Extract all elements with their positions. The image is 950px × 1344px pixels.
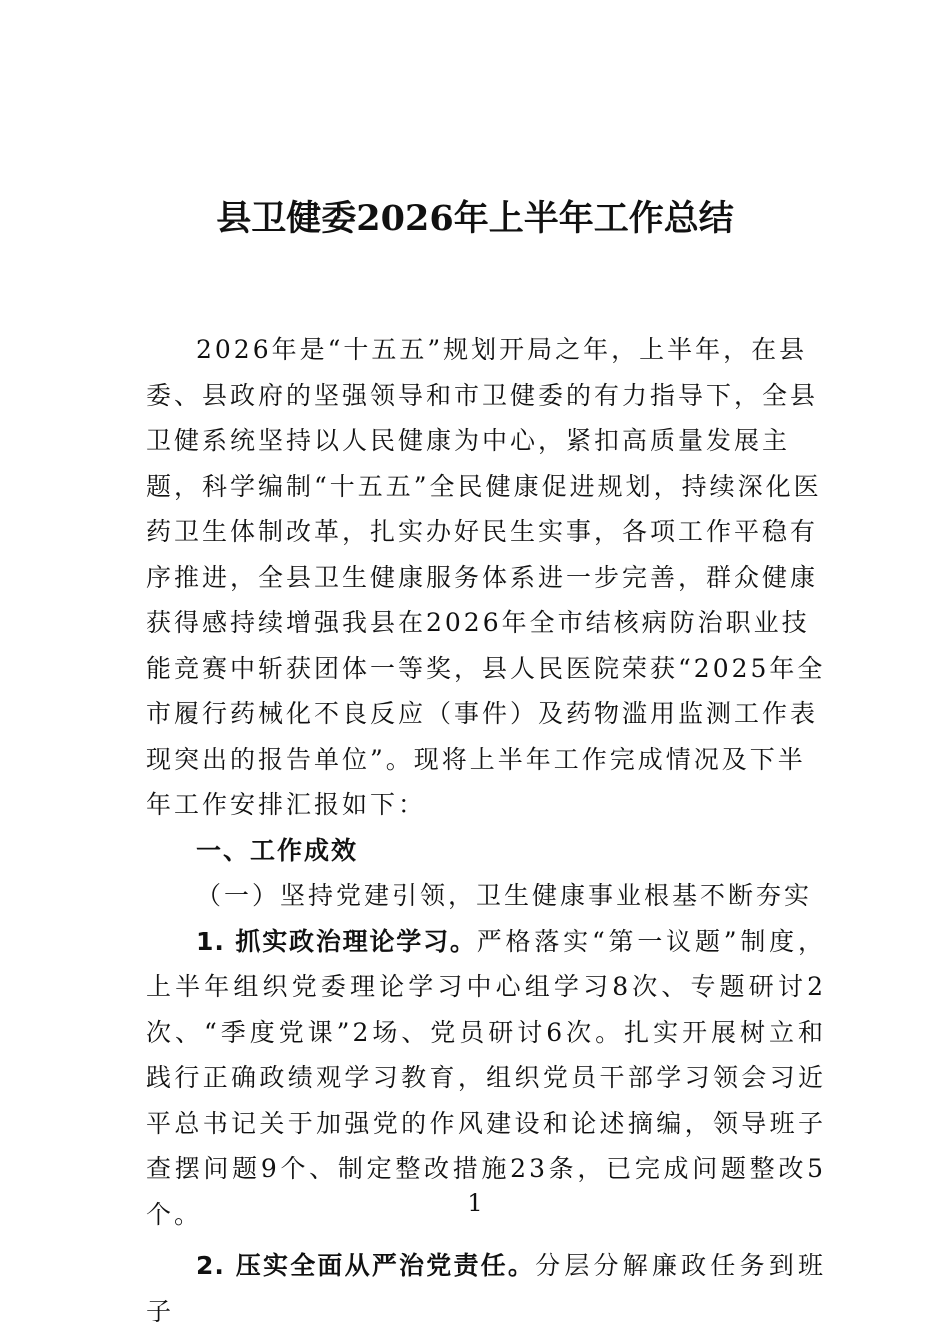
intro-paragraph: 2026年是“十五五”规划开局之年，上半年，在县委、县政府的坚强领导和市卫健委的有力指导下，全县卫健系统坚持以人民健康为中心，紧扣高质量发展主题，科学编制“十五五”全民健康促进规划，持续深化医药卫生体制改革，扎实办好民生实事，各项工作平稳有序推进，全县卫生健康服务体系进一步完善，群众健康获得感持续增强我县在2026年全市结核病防治职业技能竞赛中斩获团体一等奖，县人民医院荣获“2025年全市履行药械化不良反应（事件）及药物滥用监测工作表现突出的报告单位”。现将上半年工作完成情况及下半年工作安排汇报如下： <box>146 335 826 819</box>
subsection-heading: （一）坚持党建引领，卫生健康事业根基不断夯实 <box>196 881 813 910</box>
section-heading: 一、工作成效 <box>196 835 359 865</box>
page-number: 1 <box>467 1189 483 1217</box>
item-1-text: 严格落实“第一议题”制度，上半年组织党委理论学习中心组学习8次、专题研讨2次、“季度党课”2场、党员研讨6次。扎实开展树立和践行正确政绩观学习教育，组织党员干部学习领会习近平总书记关于加强党的作风建设和论述摘编，领导班子查摆问题9个、制定整改措施23条，已完成问题整改5个。 <box>146 926 826 1229</box>
document-body <box>146 327 826 1334</box>
item-2-text: 分层分解廉政任务到班子 <box>146 1251 826 1326</box>
item-1-lead: 1. 抓实政治理论学习。 <box>196 926 477 956</box>
item-2-lead: 2. 压实全面从严治党责任。 <box>196 1251 536 1280</box>
document-title: 县卫健委2026年上半年工作总结 <box>216 198 734 239</box>
item-2-paragraph <box>146 1243 826 1334</box>
